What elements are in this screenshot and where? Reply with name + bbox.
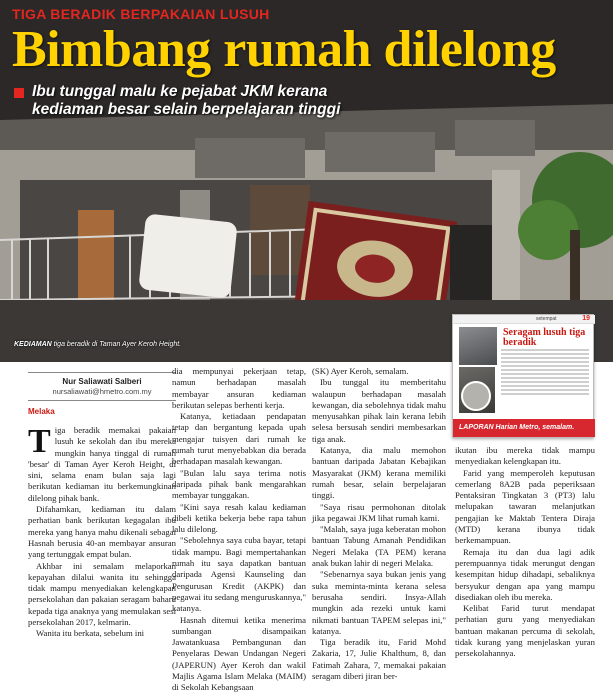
paragraph: Akhbar ini semalam melaporkan kepayahan dilalui wanita itu sehingga tidak mampu menyediakan kelengkapan persekolahan dan pakaian seragam baharu kepada tiga anaknya yang memulakan sesi persekolahan 2017, kelmarin.	[28, 560, 176, 628]
inset-caption: LAPORAN Harian Metro, semalam.	[453, 419, 595, 437]
inset-photo	[459, 327, 497, 365]
deck-text: Ibu tunggal malu ke pejabat JKM kerana kediaman besar selain berpelajaran tinggi	[32, 83, 341, 118]
paragraph: Katanya, dia malu memohon bantuan daripada Jabatan Kebajikan Masyarakat (JKM) kerana memiliki rumah besar, selain berpelajaran tinggi.	[312, 445, 446, 501]
paragraph: Wanita itu berkata, sebelum ini	[36, 628, 145, 639]
paragraph: Ibu tunggal itu memberitahu walaupun berhadapan masalah kewangan, dia sebolehnya tidak mahu menyusahkan pihak lain kerana lebih selesa bersusah sendiri membesarkan tiga anak.	[312, 377, 446, 444]
divider	[28, 400, 176, 401]
inset-header-bar	[453, 315, 595, 324]
inset-photo-circle	[461, 381, 491, 411]
paragraph: "Bulan lalu saya terima notis daripada pihak bank mengarahkan membayar tunggakan.	[172, 467, 306, 501]
photo-caption	[14, 341, 181, 348]
dateline: Melaka	[28, 407, 55, 416]
article-column-4	[455, 445, 595, 660]
photo-caption-rest: tiga beradik di Taman Ayer Keroh Height.	[51, 341, 182, 348]
paragraph: ikutan ibu mereka tidak mampu menyediakan kelengkapan itu.	[455, 445, 595, 467]
paragraph: Farid yang memperoleh keputusan cemerlang 8A2B pada peperiksaan Pentaksiran Tingkatan 3 (PT3) lalu melupakan tawaran melanjutkan pengajian ke Maktab Tentera Diraja (MTD) kerana ibunya tidak berkemampuan.	[455, 467, 595, 546]
inset-text-lines	[501, 349, 589, 397]
paragraph: Kelibat Farid turut mendapat perhatian guru yang menyediakan bantuan makanan percuma di sekolah, tidak kurang yang menjelaskan yuran persekolahannya.	[455, 603, 595, 659]
byline	[28, 372, 176, 401]
paragraph: "Saya risau permohonan ditolak jika pegawai JKM lihat rumah kami.	[312, 501, 446, 523]
paragraph: "Kini saya resah kalau kediaman dibeli ketika bekerja bebe rapa tahun lalu dilelong.	[172, 501, 306, 535]
paragraph: Hasnah ditemui ketika menerima sumbangan disampaikan Jawatankuasa Pembangunan dan Penyelaras Dewan Undangan Negeri (JAPERUN) Ayer Keroh dan wakil Majlis Agama Islam Melaka (MAIM) di Sekolah Kebangsaan	[172, 614, 306, 693]
paragraph: dia mempunyai pekerjaan tetap, namun berhadapan masalah membayar ansuran kediaman berikutan selepas berhenti kerja.	[172, 366, 306, 410]
byline-name: Nur Saliawati Salberi	[62, 377, 142, 386]
paragraph: "Sebenarnya saya bukan jenis yang suka meminta-minta kerana selesa berusaha sendiri. Insya-Allah mungkin ada rezeki untuk kami nikmati bantuan TAPEM selepas ini," katanya.	[312, 569, 446, 636]
inset-headline: Seragam lusuh tiga beradik	[503, 327, 586, 348]
inset-page-number: 19	[582, 315, 590, 322]
paragraph: Katanya, ketiadaan pendapatan tetap dan bergantung kepada upah mengajar tuisyen dari rumah ke rumah turut menyebabkan dia berada berhadapan masalah kewangan.	[172, 411, 306, 467]
paragraph: "Sebolehnya saya cuba bayar, tetapi tidak mampu. Bagi mempertahankan rumah itu saya dapatkan bantuan daripada Agensi Kaunseling dan Pengurusan Kredit (AKPK) dan pegawai itu sedang menguruskannya," katanya.	[172, 535, 306, 614]
article-column-2	[172, 366, 306, 694]
byline-email: nursaliawati@hmetro.com.my	[52, 387, 152, 396]
article-column-3	[312, 366, 446, 682]
headline: Bimbang rumah dilelong	[12, 21, 556, 78]
paragraph: Difahamkan, kediaman itu dalam perhatian bank berikutan kegagalan ibu mereka yang hanya mahu dikenali sebagai Hasnah berusia 40-an membayar ansuran yang tertunggak empat bulan.	[28, 504, 176, 560]
kicker: TIGA BERADIK BERPAKAIAN LUSUH	[12, 6, 270, 22]
photo-caption-bold: KEDIAMAN	[14, 341, 52, 348]
paragraph: Remaja itu dan dua lagi adik perempuannya tidak merungut dengan kesempitan hidup dihadapi, sebaliknya bersyukur dengan apa yang mampu disediakan oleh ibu mereka.	[455, 546, 595, 602]
dropcap: T	[28, 423, 51, 460]
inset-previous-report	[452, 314, 594, 438]
paragraph: "Malah, saya juga keberatan mohon bantuan Tabung Amanah Pendidikan Negeri Melaka (TA PEM) kerana anak bukan lahir di negeri Melaka.	[312, 524, 446, 569]
article-column-1	[28, 425, 176, 640]
inset-section-tag: setempat	[536, 316, 557, 322]
paragraph: (SK) Ayer Keroh, semalam.	[312, 366, 409, 376]
paragraph: Tiga beradik memakai pakaian lusuh ke sekolah dan ibu mereka mungkin hanya tinggal di rumah 'besar' di Taman Ayer Keroh Height, di sini, selama enam bulan saja lagi berikutan kediaman itu berkemungkinan dilelong pihak bank.	[28, 423, 176, 503]
paragraph: Tiga beradik itu, Farid Mohd Zakaria, 17, Julie Khalthum, 8, dan Fatimah Zahara, 7, memakai pakaian seragam diberi jiran ber-	[312, 637, 446, 682]
deck-bullet-square	[14, 88, 24, 98]
